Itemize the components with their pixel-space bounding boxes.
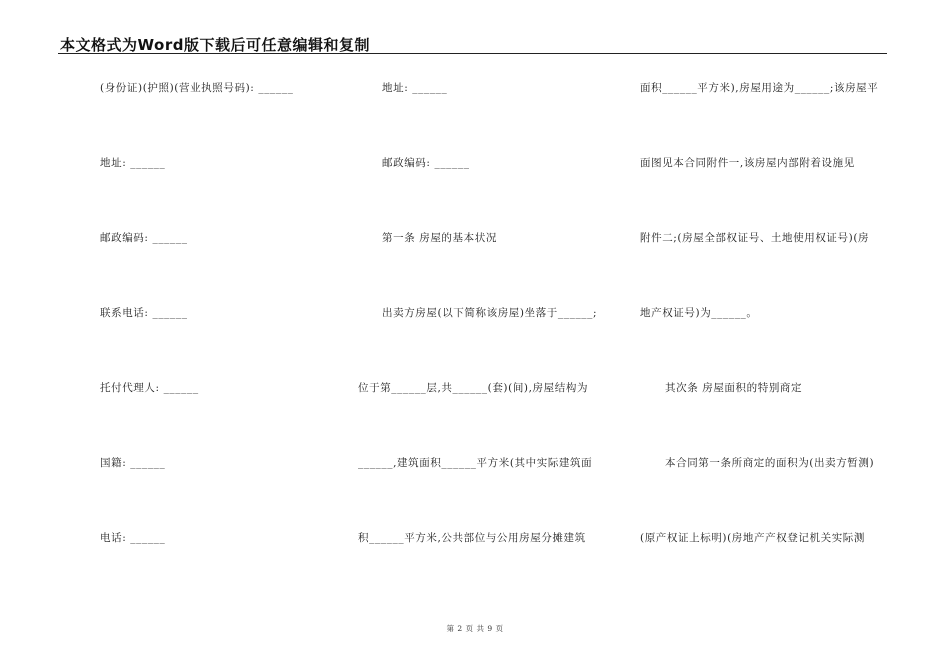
right-line-area-usage: 面积______平方米),房屋用途为______;该房屋平	[640, 82, 879, 94]
left-line-nationality: 国籍: ______	[100, 457, 166, 469]
right-line-floor-plan: 面图见本合同附件一,该房屋内部附着设施见	[640, 157, 855, 169]
left-line-phone: 联系电话: ______	[100, 307, 188, 319]
right-line-area-agreement: 本合同第一条所商定的面积为(出卖方暂测)	[665, 457, 875, 469]
left-line-agent: 托付代理人: ______	[100, 382, 199, 394]
left-line-postal-code: 邮政编码: ______	[100, 232, 188, 244]
middle-line-floor: 位于第______层,共______(套)(间),房屋结构为	[358, 382, 589, 394]
left-line-telephone: 电话: ______	[100, 532, 166, 544]
middle-line-address: 地址: ______	[382, 82, 448, 94]
middle-line-building-area: ______,建筑面积______平方米(其中实际建筑面	[358, 457, 593, 469]
right-line-article-two-heading: 其次条 房屋面积的特别商定	[665, 382, 803, 394]
middle-line-shared-area: 积______平方米,公共部位与公用房屋分摊建筑	[358, 532, 586, 544]
middle-line-location: 出卖方房屋(以下简称该房屋)坐落于______;	[382, 307, 598, 319]
middle-line-article-one-heading: 第一条 房屋的基本状况	[382, 232, 497, 244]
right-line-property-cert: 地产权证号)为______。	[640, 307, 758, 319]
page-footer: 第 2 页 共 9 页	[446, 624, 504, 633]
left-line-address: 地址: ______	[100, 157, 166, 169]
document-header-title: 本文格式为Word版下载后可任意编辑和复制	[60, 36, 370, 54]
header-divider	[58, 53, 887, 54]
middle-line-postal-code: 邮政编码: ______	[382, 157, 470, 169]
right-line-registration: (原产权证上标明)(房地产产权登记机关实际测	[640, 532, 865, 544]
right-line-certificates: 附件二;(房屋全部权证号、土地使用权证号)(房	[640, 232, 870, 244]
left-line-id-number: (身份证)(护照)(营业执照号码): ______	[100, 82, 294, 94]
